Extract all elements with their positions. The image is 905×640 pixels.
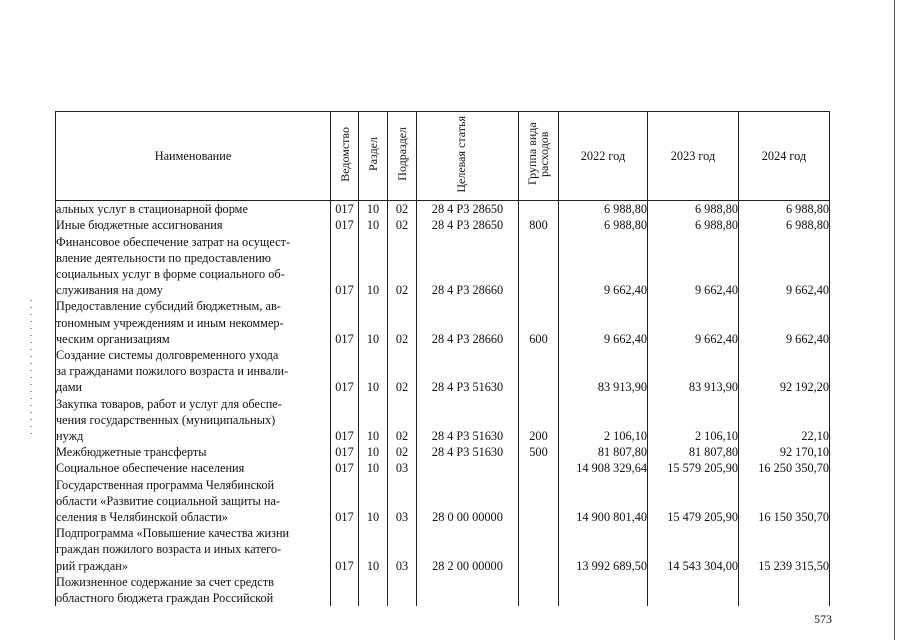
row-subsection: 02: [388, 347, 417, 396]
row-2023: 2 106,10: [648, 396, 739, 445]
row-name-line: областного бюджета граждан Российской: [56, 591, 274, 606]
col-header-subsection: Подраздел: [388, 112, 417, 201]
row-subsection: 02: [388, 234, 417, 299]
row-2022: 9 662,40: [559, 234, 648, 299]
row-name-line: Межбюджетные трансферты: [56, 445, 207, 460]
row-name-line: рий граждан»: [56, 558, 128, 573]
row-name: [56, 201, 331, 218]
row-name: [56, 298, 331, 347]
row-target-article: 28 4 Р3 28650: [417, 217, 519, 233]
row-name-line: Иные бюджетные ассигнования: [56, 218, 223, 233]
row-2022: 13 992 689,50: [559, 525, 648, 574]
row-name: [56, 525, 331, 574]
row-2024: 92 192,20: [739, 347, 830, 396]
row-target-article: 28 4 Р3 51630: [417, 396, 519, 445]
row-name: [56, 234, 331, 299]
row-expense-group: 500: [519, 444, 559, 460]
table-row: [56, 347, 830, 396]
row-target-article: 28 4 Р3 28660: [417, 298, 519, 347]
row-name-line: Создание системы долговременного ухода: [56, 348, 279, 363]
row-target-article: 28 4 Р3 51630: [417, 347, 519, 396]
row-2023: 9 662,40: [648, 234, 739, 299]
row-name-line: Пожизненное содержание за счет средств: [56, 574, 274, 589]
row-2022: 6 988,80: [559, 217, 648, 233]
row-2022: 9 662,40: [559, 298, 648, 347]
row-name-line: дами: [56, 380, 83, 395]
row-name: [56, 460, 331, 476]
col-header-2024: 2024 год: [739, 112, 830, 201]
row-subsection: 02: [388, 396, 417, 445]
row-2023: 15 479 205,90: [648, 477, 739, 526]
row-name: [56, 477, 331, 526]
row-section: 10: [359, 298, 388, 347]
row-expense-group: [519, 460, 559, 476]
row-department: 017: [331, 201, 359, 218]
row-department: 017: [331, 217, 359, 233]
row-name-line: граждан пожилого возраста и иных катего-: [56, 542, 282, 557]
row-department: 017: [331, 444, 359, 460]
row-target-article: [417, 460, 519, 476]
col-header-2022: 2022 год: [559, 112, 648, 201]
row-name-line: Закупка товаров, работ и услуг для обеспе-: [56, 396, 282, 411]
row-department: 017: [331, 460, 359, 476]
row-section: 10: [359, 460, 388, 476]
row-expense-group: 200: [519, 396, 559, 445]
col-header-name: Наименование: [56, 112, 331, 201]
row-name: [56, 574, 331, 606]
row-name-line: социальных услуг в форме социального об-: [56, 267, 285, 282]
row-department: 017: [331, 525, 359, 574]
row-2024: 6 988,80: [739, 201, 830, 218]
row-section: 10: [359, 201, 388, 218]
table-row: [56, 460, 830, 476]
row-name-line: селения в Челябинской области»: [56, 510, 228, 525]
row-name: [56, 217, 331, 233]
row-name-line: вление деятельности по предоставлению: [56, 250, 271, 265]
row-name: [56, 347, 331, 396]
row-subsection: 03: [388, 477, 417, 526]
row-target-article: 28 2 00 00000: [417, 525, 519, 574]
row-name-line: тономным учреждениям и иным некоммер-: [56, 315, 284, 330]
table-row: [56, 477, 830, 526]
table-row: [56, 525, 830, 574]
row-section: 10: [359, 444, 388, 460]
row-2023: 15 579 205,90: [648, 460, 739, 476]
row-2024: 15 239 315,50: [739, 525, 830, 574]
row-name-line: Предоставление субсидий бюджетным, ав-: [56, 299, 281, 314]
row-2024: 9 662,40: [739, 298, 830, 347]
row-2024: 92 170,10: [739, 444, 830, 460]
row-target-article: 28 4 Р3 51630: [417, 444, 519, 460]
row-2022: [559, 574, 648, 606]
row-2022: 83 913,90: [559, 347, 648, 396]
row-expense-group: [519, 574, 559, 606]
table-row: [56, 234, 830, 299]
row-subsection: 02: [388, 201, 417, 218]
row-expense-group: [519, 201, 559, 218]
row-target-article: [417, 574, 519, 606]
row-department: 017: [331, 396, 359, 445]
row-subsection: 03: [388, 525, 417, 574]
row-subsection: 02: [388, 444, 417, 460]
row-2024: 16 150 350,70: [739, 477, 830, 526]
scan-edge-line: [894, 0, 895, 640]
row-target-article: 28 4 Р3 28660: [417, 234, 519, 299]
row-2023: 6 988,80: [648, 217, 739, 233]
row-name-line: за гражданами пожилого возраста и инвали-: [56, 364, 289, 379]
row-subsection: [388, 574, 417, 606]
row-name-line: ческим организациям: [56, 331, 170, 346]
row-2023: [648, 574, 739, 606]
row-name-line: чения государственных (муниципальных): [56, 412, 276, 427]
row-2023: 83 913,90: [648, 347, 739, 396]
col-header-section: Раздел: [359, 112, 388, 201]
row-department: 017: [331, 477, 359, 526]
row-section: 10: [359, 234, 388, 299]
row-2024: 22,10: [739, 396, 830, 445]
row-name-line: Подпрограмма «Повышение качества жизни: [56, 526, 290, 541]
row-target-article: 28 4 Р3 28650: [417, 201, 519, 218]
row-name-line: нужд: [56, 429, 84, 444]
col-header-target-article: Целевая статья: [417, 112, 519, 201]
col-header-department: Ведомство: [331, 112, 359, 201]
row-2023: 81 807,80: [648, 444, 739, 460]
row-expense-group: [519, 347, 559, 396]
row-2022: 6 988,80: [559, 201, 648, 218]
row-expense-group: [519, 525, 559, 574]
row-2024: 9 662,40: [739, 234, 830, 299]
table-row: [56, 444, 830, 460]
row-name-line: служивания на дому: [56, 283, 163, 298]
row-department: 017: [331, 234, 359, 299]
row-subsection: 03: [388, 460, 417, 476]
row-expense-group: 800: [519, 217, 559, 233]
row-subsection: 02: [388, 217, 417, 233]
row-2023: 6 988,80: [648, 201, 739, 218]
row-section: 10: [359, 477, 388, 526]
row-department: 017: [331, 298, 359, 347]
row-department: 017: [331, 347, 359, 396]
row-name-line: Финансовое обеспечение затрат на осущест-: [56, 234, 291, 249]
row-2022: 14 908 329,64: [559, 460, 648, 476]
row-section: 10: [359, 396, 388, 445]
row-section: 10: [359, 525, 388, 574]
row-name-line: Государственная программа Челябинской: [56, 477, 275, 492]
col-header-expense-group: Группа вида расходов: [519, 112, 559, 201]
row-name: [56, 444, 331, 460]
row-target-article: 28 0 00 00000: [417, 477, 519, 526]
row-2024: 16 250 350,70: [739, 460, 830, 476]
row-section: 10: [359, 347, 388, 396]
table-header-row: [56, 112, 830, 201]
row-name-line: области «Развитие социальной защиты на-: [56, 493, 281, 508]
row-2023: 9 662,40: [648, 298, 739, 347]
table-row: [56, 396, 830, 445]
col-header-2023: 2023 год: [648, 112, 739, 201]
row-2022: 2 106,10: [559, 396, 648, 445]
row-name-line: альных услуг в стационарной форме: [56, 202, 248, 217]
table-row: [56, 201, 830, 218]
scan-dots: [30, 300, 32, 440]
row-subsection: 02: [388, 298, 417, 347]
row-name: [56, 396, 331, 445]
table-row: [56, 574, 830, 606]
row-expense-group: 600: [519, 298, 559, 347]
row-2023: 14 543 304,00: [648, 525, 739, 574]
page-number: 573: [814, 612, 832, 626]
budget-table: [55, 111, 830, 606]
row-2024: 6 988,80: [739, 217, 830, 233]
row-2022: 81 807,80: [559, 444, 648, 460]
row-expense-group: [519, 477, 559, 526]
row-section: [359, 574, 388, 606]
row-2024: [739, 574, 830, 606]
row-section: 10: [359, 217, 388, 233]
row-2022: 14 900 801,40: [559, 477, 648, 526]
table-row: [56, 298, 830, 347]
row-name-line: Социальное обеспечение населения: [56, 461, 245, 476]
row-expense-group: [519, 234, 559, 299]
row-department: [331, 574, 359, 606]
table-row: [56, 217, 830, 233]
